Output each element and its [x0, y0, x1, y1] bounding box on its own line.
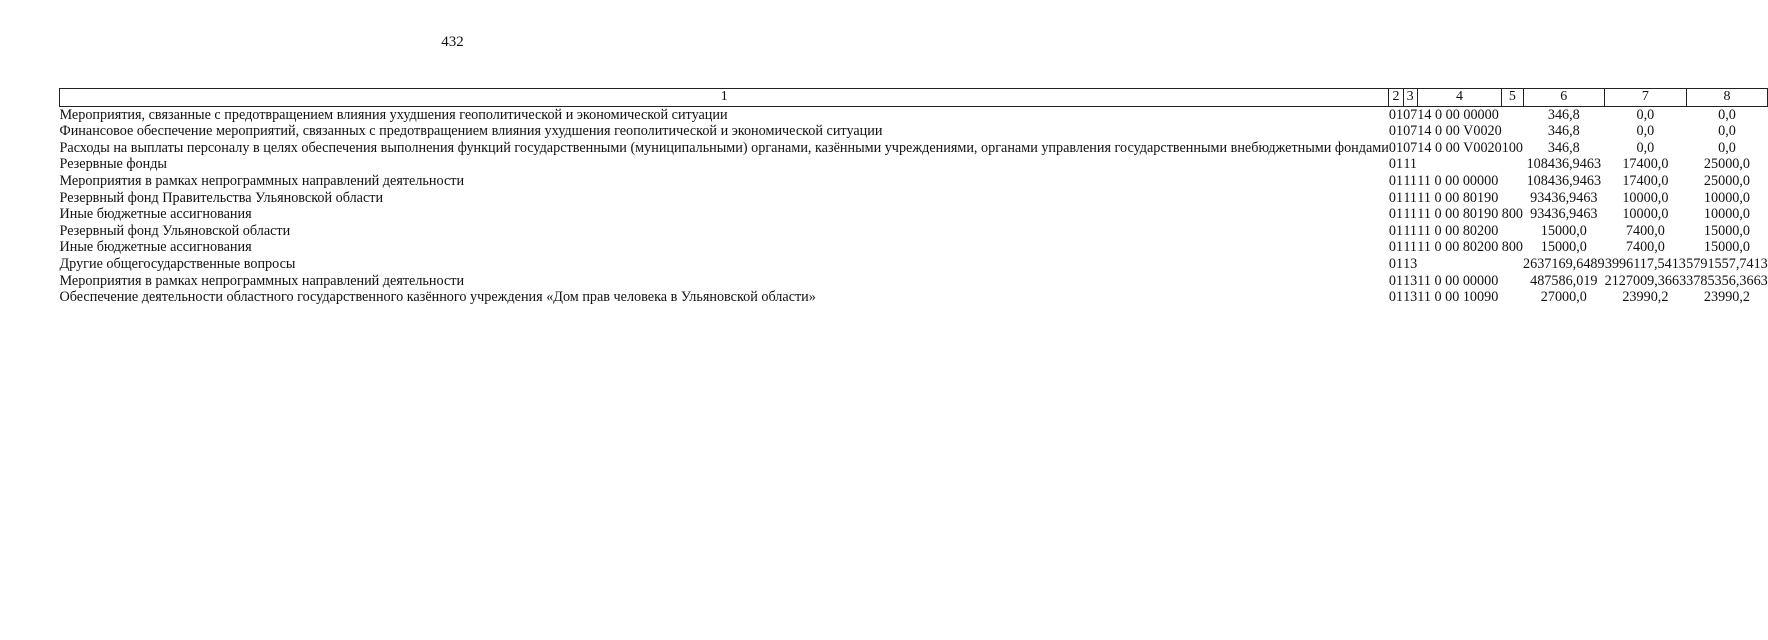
row-expense-type — [1502, 190, 1523, 207]
row-value-col8: 0,0 — [1718, 106, 1736, 123]
table-row — [60, 140, 1768, 157]
row-value-col7: 0,0 — [1636, 123, 1655, 140]
row-value-col7: 0,0 — [1636, 106, 1655, 123]
row-value-col8: 23990,2 — [1703, 289, 1751, 306]
row-value-col6: 15000,0 — [1540, 222, 1587, 239]
row-subsection: 11 — [1403, 189, 1417, 206]
row-value-col6: 2637169,6489 — [1523, 255, 1605, 272]
row-section: 01 — [1388, 123, 1404, 140]
row-section: 01 — [1388, 156, 1404, 173]
row-subsection: 13 — [1403, 289, 1418, 306]
row-target-article: 11 0 00 80200 — [1417, 239, 1499, 256]
row-name: Мероприятия в рамках непрограммных направлений деятельности — [59, 172, 465, 189]
row-section: 01 — [1388, 272, 1404, 289]
row-expense-type: 100 — [1501, 139, 1524, 156]
row-target-article: 11 0 00 80190 — [1417, 206, 1499, 223]
row-expense-type — [1502, 289, 1523, 306]
table-row — [60, 190, 1768, 207]
row-value-col7: 0,0 — [1636, 139, 1655, 156]
row-expense-type — [1502, 173, 1523, 190]
row-target-article: 14 0 00 V0020 — [1417, 123, 1502, 140]
table-row — [60, 106, 1768, 123]
column-header: 3 — [1403, 89, 1417, 107]
column-header: 7 — [1605, 89, 1687, 107]
row-subsection: 11 — [1403, 156, 1417, 173]
row-subsection: 11 — [1403, 206, 1417, 223]
row-value-col6: 346,8 — [1547, 139, 1580, 156]
row-value-col8: 0,0 — [1718, 123, 1736, 140]
row-value-col7: 10000,0 — [1622, 206, 1669, 223]
row-value-col6: 346,8 — [1547, 106, 1580, 123]
row-value-col7: 3996117,5413 — [1604, 255, 1686, 272]
row-expense-type — [1502, 123, 1523, 140]
row-value-col8: 10000,0 — [1703, 206, 1751, 223]
row-section: 01 — [1388, 172, 1404, 189]
row-subsection: 11 — [1403, 172, 1417, 189]
row-expense-type — [1502, 156, 1523, 173]
column-header: 2 — [1389, 89, 1403, 107]
row-name: Иные бюджетные ассигнования — [59, 239, 252, 256]
column-header: 1 — [60, 89, 1389, 107]
row-value-col8: 15000,0 — [1703, 222, 1751, 239]
row-name: Другие общегосударственные вопросы — [59, 255, 296, 272]
row-value-col7: 17400,0 — [1622, 156, 1669, 173]
column-header: 8 — [1686, 89, 1768, 107]
row-section: 01 — [1388, 139, 1404, 156]
row-value-col7: 10000,0 — [1622, 189, 1669, 206]
row-subsection: 07 — [1403, 139, 1418, 156]
row-expense-type — [1502, 256, 1523, 273]
row-name: Расходы на выплаты персоналу в целях обеспечения выполнения функций государственными (муниципальными) органами, казёнными учреждениями, органами управления государственными внебюджетными фондами — [59, 139, 1389, 156]
table-body — [60, 106, 1768, 306]
row-name: Иные бюджетные ассигнования — [59, 206, 252, 223]
row-target-article: 11 0 00 80200 — [1417, 222, 1499, 239]
row-section: 01 — [1388, 222, 1404, 239]
row-value-col8: 5791557,7413 — [1686, 255, 1768, 272]
column-header: 5 — [1502, 89, 1523, 107]
row-section: 01 — [1388, 239, 1404, 256]
row-value-col8: 10000,0 — [1703, 189, 1751, 206]
table-row — [60, 273, 1768, 290]
row-value-col8: 25000,0 — [1703, 172, 1751, 189]
row-value-col6: 487586,019 — [1530, 272, 1598, 289]
column-header: 4 — [1417, 89, 1501, 107]
row-value-col7: 7400,0 — [1625, 239, 1665, 256]
row-value-col8: 0,0 — [1718, 139, 1736, 156]
table-row — [60, 206, 1768, 223]
row-subsection: 07 — [1403, 106, 1418, 123]
row-section: 01 — [1388, 255, 1404, 272]
row-name: Финансовое обеспечение мероприятий, связанных с предотвращением влияния ухудшения геополитической и экономической ситуации — [59, 123, 883, 140]
table-row — [60, 123, 1768, 140]
row-expense-type: 800 — [1501, 239, 1524, 256]
row-target-article: 11 0 00 00000 — [1417, 172, 1499, 189]
table-row — [60, 289, 1768, 306]
row-subsection: 13 — [1403, 255, 1418, 272]
header-row — [60, 89, 1768, 107]
row-target-article — [1417, 156, 1501, 173]
row-name: Обеспечение деятельности областного государственного казённого учреждения «Дом прав человека в Ульяновской области» — [59, 289, 816, 306]
row-value-col6: 93436,9463 — [1530, 206, 1598, 223]
row-name: Резервные фонды — [59, 156, 167, 173]
row-value-col8: 25000,0 — [1703, 156, 1751, 173]
row-value-col7: 7400,0 — [1625, 222, 1665, 239]
row-value-col6: 27000,0 — [1540, 289, 1587, 306]
table-row — [60, 223, 1768, 240]
row-subsection: 11 — [1403, 239, 1417, 256]
row-target-article: 11 0 00 00000 — [1417, 272, 1499, 289]
row-value-col7: 23990,2 — [1622, 289, 1669, 306]
row-subsection: 13 — [1403, 272, 1418, 289]
row-section: 01 — [1388, 106, 1404, 123]
row-subsection: 11 — [1403, 222, 1417, 239]
row-target-article: 11 0 00 10090 — [1417, 289, 1499, 306]
budget-table — [59, 88, 1768, 306]
row-name: Резервный фонд Правительства Ульяновской области — [59, 189, 384, 206]
row-value-col6: 15000,0 — [1540, 239, 1587, 256]
row-section: 01 — [1388, 189, 1404, 206]
table-row — [60, 173, 1768, 190]
row-target-article: 14 0 00 00000 — [1417, 106, 1499, 123]
row-section: 01 — [1388, 206, 1404, 223]
row-expense-type — [1502, 273, 1523, 290]
row-name: Резервный фонд Ульяновской области — [59, 222, 291, 239]
row-expense-type: 800 — [1501, 206, 1524, 223]
row-target-article: 14 0 00 V0020 — [1417, 139, 1502, 156]
table-row — [60, 156, 1768, 173]
row-name: Мероприятия в рамках непрограммных направлений деятельности — [59, 272, 465, 289]
row-value-col6: 93436,9463 — [1530, 189, 1598, 206]
row-expense-type — [1502, 223, 1523, 240]
table-row — [60, 256, 1768, 273]
row-subsection: 07 — [1403, 123, 1418, 140]
table-row — [60, 239, 1768, 256]
column-header: 6 — [1523, 89, 1605, 107]
page-number: 432 — [441, 34, 464, 50]
row-section: 01 — [1388, 289, 1404, 306]
row-target-article: 11 0 00 80190 — [1417, 189, 1499, 206]
row-value-col7: 2127009,3663 — [1604, 272, 1687, 289]
row-value-col6: 108436,9463 — [1526, 156, 1602, 173]
row-value-col8: 15000,0 — [1703, 239, 1751, 256]
row-value-col7: 17400,0 — [1622, 172, 1669, 189]
row-expense-type — [1502, 106, 1523, 123]
row-value-col6: 108436,9463 — [1526, 172, 1602, 189]
row-name: Мероприятия, связанные с предотвращением влияния ухудшения геополитической и экономической ситуации — [59, 106, 728, 123]
row-value-col8: 3785356,3663 — [1686, 272, 1768, 289]
row-target-article — [1417, 256, 1501, 273]
row-value-col6: 346,8 — [1547, 123, 1580, 140]
